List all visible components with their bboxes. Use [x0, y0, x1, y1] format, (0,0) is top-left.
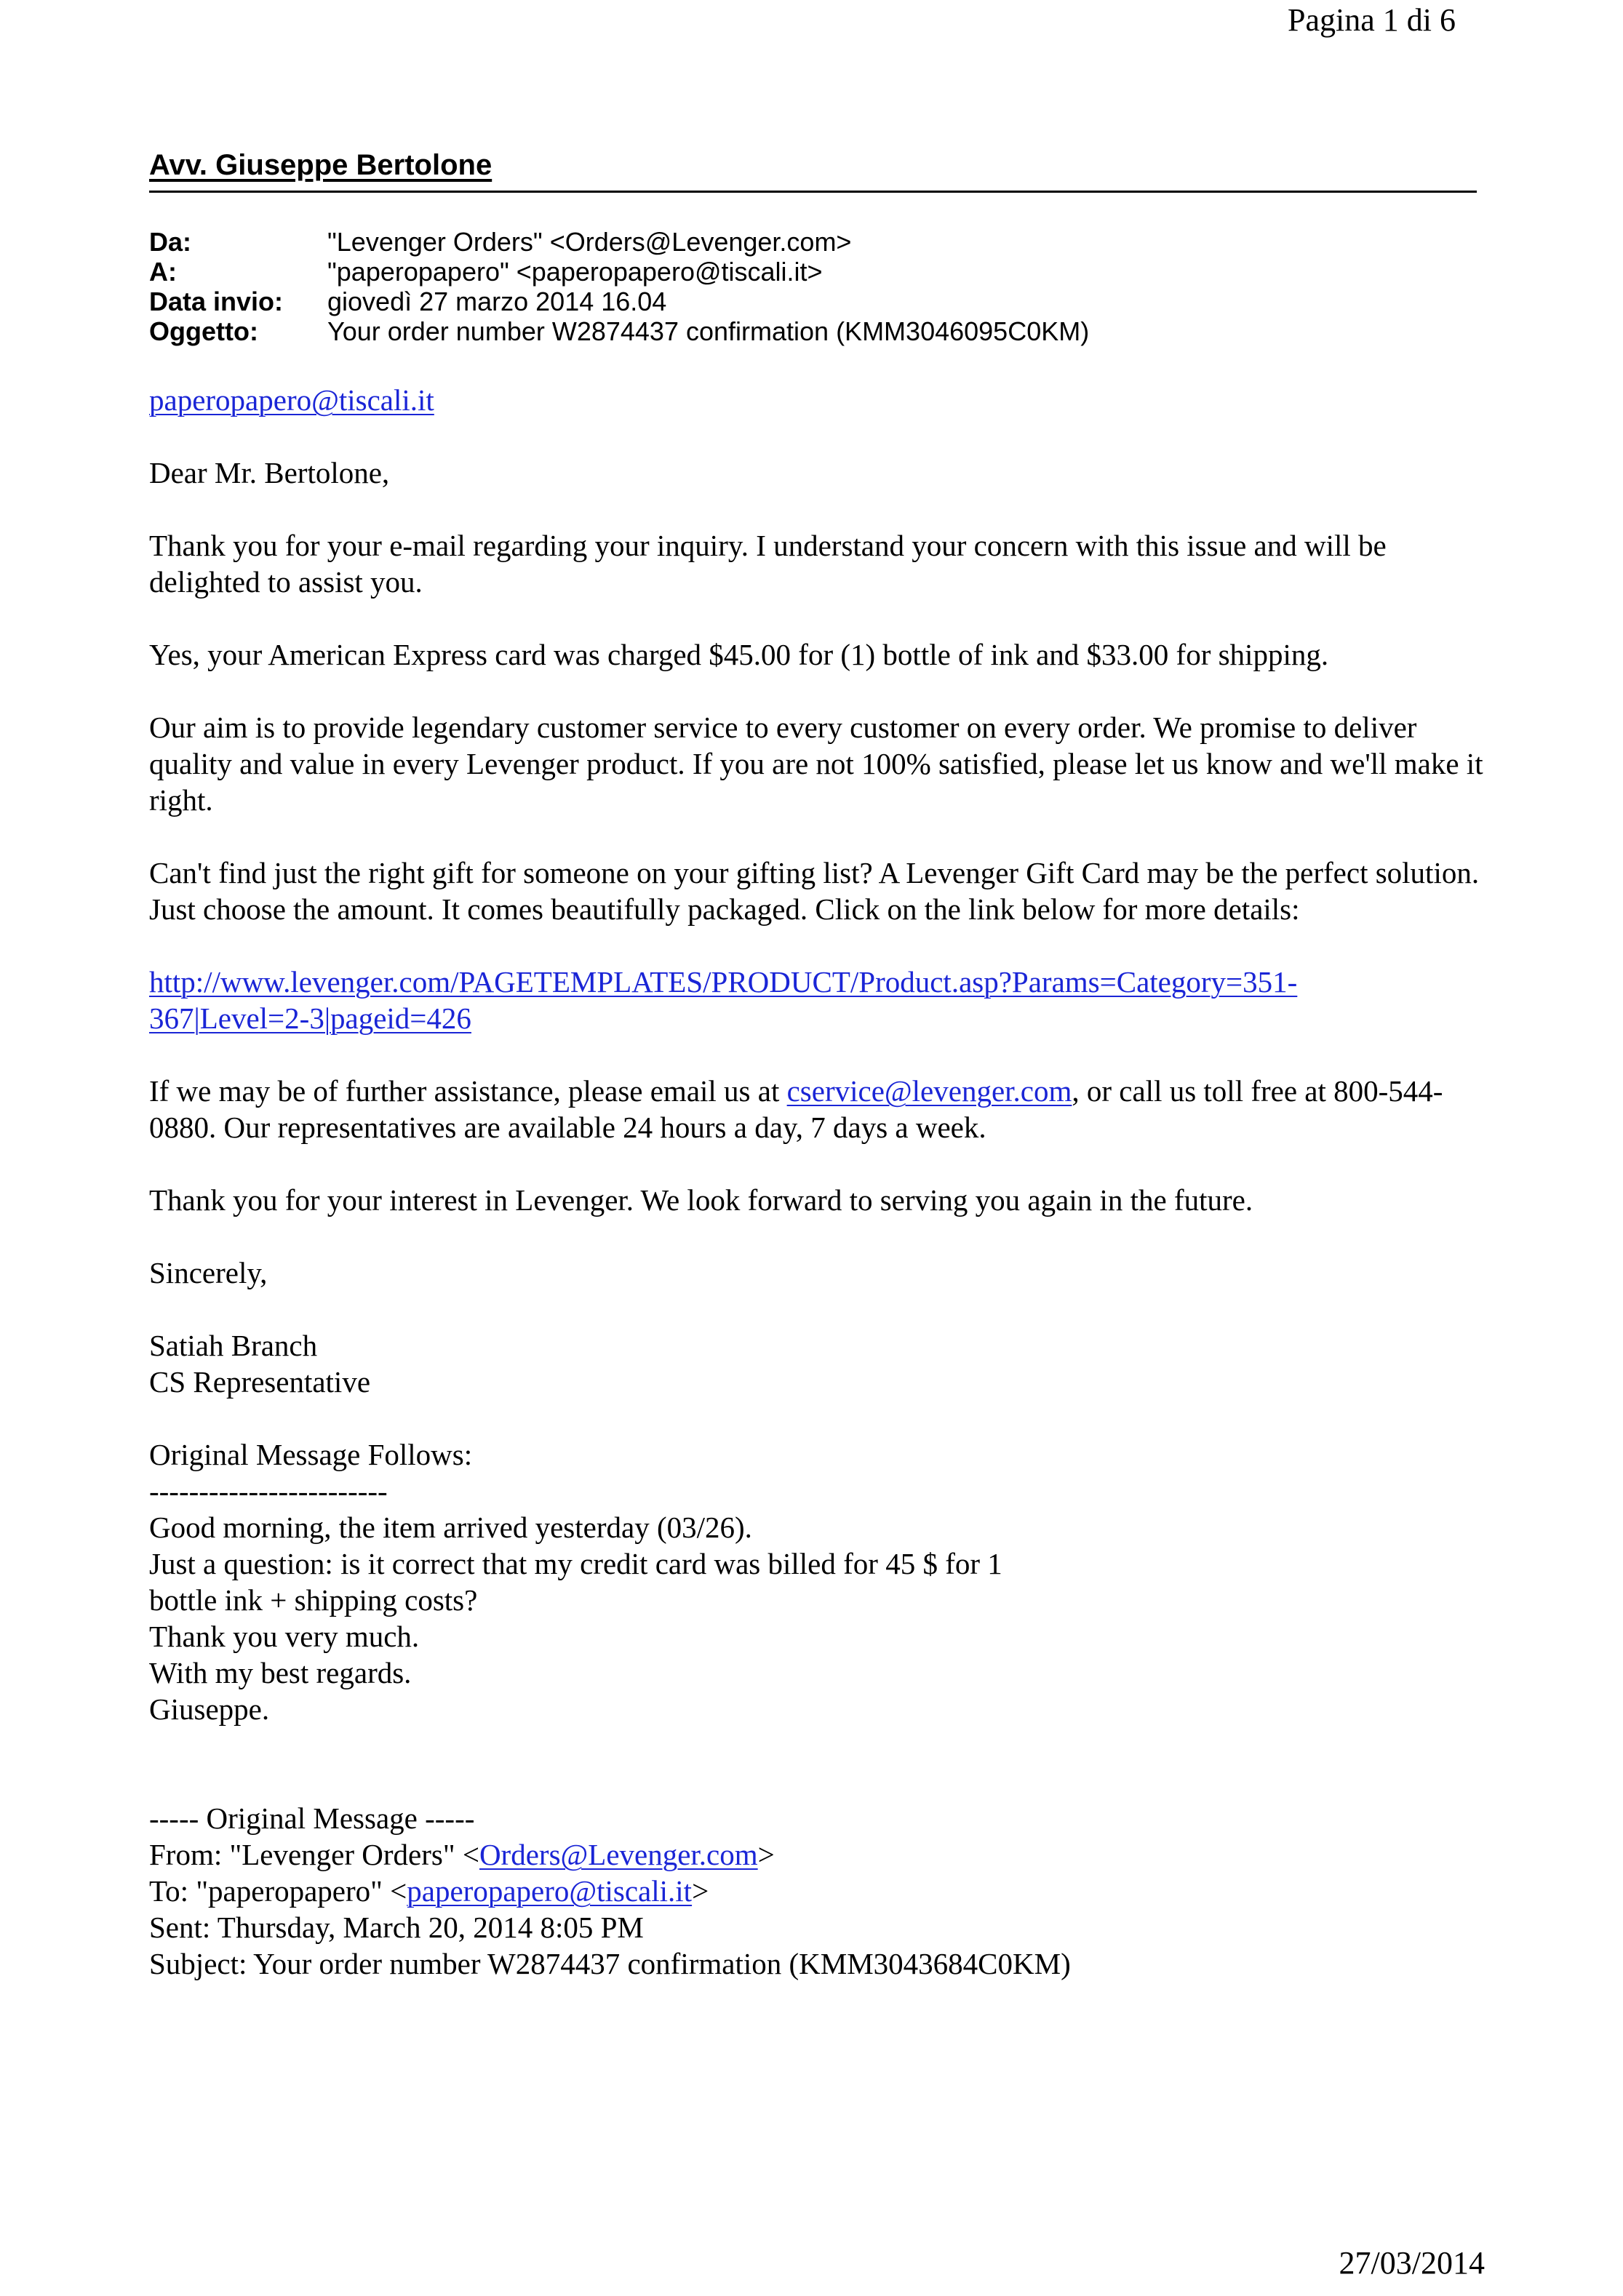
- paragraph-charge: Yes, your American Express card was charged $45.00 for (1) bottle of ink and $33.00 for shipping.: [149, 638, 1329, 671]
- closing: Sincerely,: [149, 1256, 268, 1289]
- field-date-sent: [149, 287, 1089, 316]
- from-text: >: [757, 1838, 775, 1871]
- quoted-line: With my best regards.: [149, 1656, 412, 1689]
- field-from: [149, 227, 1089, 257]
- gift-card-link-line[interactable]: http://www.levenger.com/PAGETEMPLATES/PRODUCT/Product.asp?Params=Category=351-: [149, 965, 1298, 999]
- field-label: A:: [149, 257, 177, 287]
- original-to-line: [149, 1873, 1488, 1909]
- gift-card-link[interactable]: [149, 964, 1488, 1036]
- assistance-text: , or call us toll free at 800-544-0880. Our representatives are available 24 hours a day, 7 days a week.: [149, 1074, 1443, 1144]
- quoted-message: [149, 1509, 1488, 1727]
- page-number: Pagina 1 di 6: [1288, 2, 1456, 38]
- assistance-text: If we may be of further assistance, please email us at: [149, 1074, 787, 1108]
- original-message-block: [149, 1800, 1488, 1982]
- sender-heading: Avv. Giuseppe Bertolone: [149, 149, 493, 181]
- signature: [149, 1327, 1488, 1400]
- field-label: Data invio:: [149, 287, 284, 316]
- original-message-header: ----- Original Message -----: [149, 1801, 475, 1835]
- paragraph-service: Our aim is to provide legendary customer service to every customer on every order. We promise to deliver quality and value in every Levenger product. If you are not 100% satisfied, please let us know and we'll make it right.: [149, 711, 1483, 817]
- field-value: "Levenger Orders" <Orders@Levenger.com>: [327, 227, 852, 257]
- paragraph-gift-card: Can't find just the right gift for someone on your gifting list? A Levenger Gift Card may be the perfect solution. Just choose the amount. It comes beautifully packaged. Click on the link below for more details:: [149, 856, 1480, 926]
- quoted-line: Good morning, the item arrived yesterday (03/26).: [149, 1511, 752, 1544]
- recipient-email-link[interactable]: paperopapero@tiscali.it: [407, 1874, 693, 1908]
- footer-date: 27/03/2014: [1339, 2245, 1485, 2281]
- paragraph-thanks: Thank you for your interest in Levenger. We look forward to serving you again in the future.: [149, 1183, 1253, 1217]
- quoted-line: Thank you very much.: [149, 1620, 420, 1653]
- from-text: From: "Levenger Orders" <: [149, 1838, 479, 1871]
- greeting: Dear Mr. Bertolone,: [149, 456, 390, 489]
- quoted-line: bottle ink + shipping costs?: [149, 1583, 478, 1617]
- to-text: To: "paperopapero" <: [149, 1874, 407, 1908]
- field-value: Your order number W2874437 confirmation (KMM3046095C0KM): [327, 316, 1090, 346]
- orders-email-link[interactable]: Orders@Levenger.com: [479, 1838, 758, 1871]
- to-text: >: [692, 1874, 709, 1908]
- field-value: "paperopapero" <paperopapero@tiscali.it>: [327, 257, 823, 287]
- field-label: Da:: [149, 227, 192, 257]
- heading-divider: [149, 191, 1477, 193]
- field-label: Oggetto:: [149, 316, 258, 346]
- gift-card-link-line[interactable]: 367|Level=2-3|pageid=426: [149, 1001, 471, 1035]
- recipient-email-link[interactable]: paperopapero@tiscali.it: [149, 383, 434, 417]
- quoted-line: Giuseppe.: [149, 1692, 270, 1726]
- paragraph-assistance: [149, 1073, 1488, 1145]
- cservice-email-link[interactable]: cservice@levenger.com: [786, 1074, 1072, 1108]
- paragraph-inquiry: Thank you for your e-mail regarding your inquiry. I understand your concern with this issue and will be delighted to assist you.: [149, 529, 1387, 599]
- original-follows: Original Message Follows:: [149, 1438, 473, 1471]
- field-subject: [149, 316, 1089, 346]
- field-to: [149, 257, 1089, 287]
- email-body: [149, 382, 1488, 1982]
- original-sent-line: Sent: Thursday, March 20, 2014 8:05 PM: [149, 1911, 644, 1944]
- email-header-fields: [149, 227, 1089, 346]
- signature-name: Satiah Branch: [149, 1329, 318, 1362]
- original-subject-line: Subject: Your order number W2874437 confirmation (KMM3043684C0KM): [149, 1947, 1071, 1980]
- field-value: giovedì 27 marzo 2014 16.04: [327, 287, 667, 316]
- quote-divider: ------------------------: [149, 1474, 388, 1508]
- original-from-line: [149, 1836, 1488, 1873]
- signature-title: CS Representative: [149, 1365, 371, 1399]
- quoted-line: Just a question: is it correct that my credit card was billed for 45 $ for 1: [149, 1547, 1002, 1580]
